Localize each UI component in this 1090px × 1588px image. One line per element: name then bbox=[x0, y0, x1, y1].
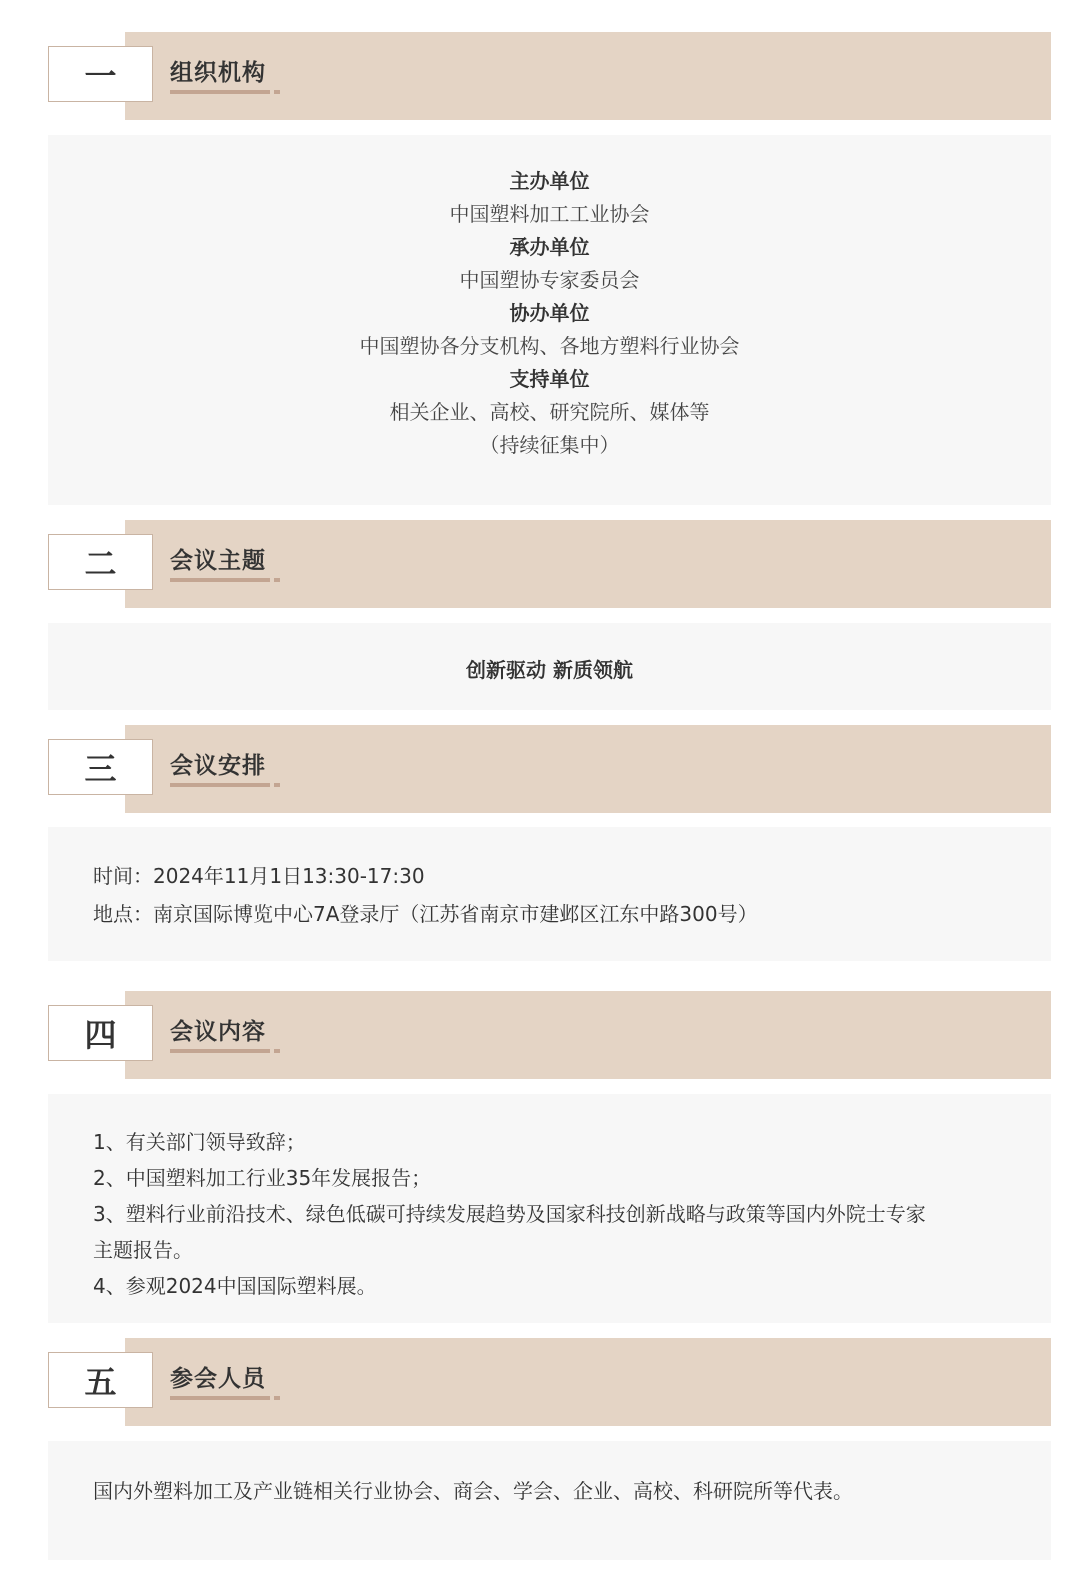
agenda-item: 3、塑料行业前沿技术、绿色低碳可持续发展趋势及国家科技创新战略与政策等国内外院士专家 bbox=[93, 1202, 926, 1226]
org-note: （持续征集中） bbox=[479, 433, 620, 457]
schedule-content bbox=[48, 827, 1051, 961]
agenda-item: 4、参观2024中国国际塑料展。 bbox=[93, 1274, 377, 1298]
section-number: 三 bbox=[48, 739, 153, 795]
org-value-organizer: 中国塑协专家委员会 bbox=[459, 268, 640, 292]
agenda-item: 2、中国塑料加工行业35年发展报告； bbox=[93, 1166, 432, 1190]
section-title: 参会人员 bbox=[170, 1366, 266, 1392]
agenda-item: 1、有关部门领导致辞； bbox=[93, 1130, 306, 1154]
org-value-co-organizer: 中国塑协各分支机构、各地方塑料行业协会 bbox=[359, 334, 740, 358]
org-label-supporter: 支持单位 bbox=[509, 367, 590, 391]
section-title: 会议安排 bbox=[170, 753, 266, 779]
section-header-agenda bbox=[48, 991, 1051, 1079]
org-label-co-organizer: 协办单位 bbox=[509, 301, 590, 325]
theme-content bbox=[48, 623, 1051, 710]
section-header-theme bbox=[48, 520, 1051, 608]
section-header-attendees bbox=[48, 1338, 1051, 1426]
section-header-organization bbox=[48, 32, 1051, 120]
section-number: 四 bbox=[48, 1005, 153, 1061]
attendees-text: 国内外塑料加工及产业链相关行业协会、商会、学会、企业、高校、科研院所等代表。 bbox=[93, 1479, 853, 1503]
section-number: 一 bbox=[48, 46, 153, 102]
section-header-schedule bbox=[48, 725, 1051, 813]
section-title: 会议主题 bbox=[170, 548, 266, 574]
org-value-host: 中国塑料加工工业协会 bbox=[449, 202, 650, 226]
org-label-host: 主办单位 bbox=[509, 169, 590, 193]
theme-text: 创新驱动 新质领航 bbox=[466, 658, 633, 682]
title-underline bbox=[170, 1049, 280, 1053]
agenda-content bbox=[48, 1094, 1051, 1323]
org-label-organizer: 承办单位 bbox=[509, 235, 590, 259]
section-title: 组织机构 bbox=[170, 60, 266, 86]
title-underline bbox=[170, 1396, 280, 1400]
title-underline bbox=[170, 90, 280, 94]
agenda-item-continued: 主题报告。 bbox=[93, 1238, 193, 1262]
organization-content bbox=[48, 135, 1051, 505]
org-value-supporter: 相关企业、高校、研究院所、媒体等 bbox=[389, 400, 710, 424]
title-underline bbox=[170, 578, 280, 582]
schedule-time: 时间：2024年11月1日13:30-17:30 bbox=[93, 864, 425, 888]
schedule-location: 地点：南京国际博览中心7A登录厅（江苏省南京市建邺区江东中路300号） bbox=[93, 902, 758, 926]
section-number: 二 bbox=[48, 534, 153, 590]
attendees-content bbox=[48, 1441, 1051, 1560]
section-number: 五 bbox=[48, 1352, 153, 1408]
title-underline bbox=[170, 783, 280, 787]
section-title: 会议内容 bbox=[170, 1019, 266, 1045]
